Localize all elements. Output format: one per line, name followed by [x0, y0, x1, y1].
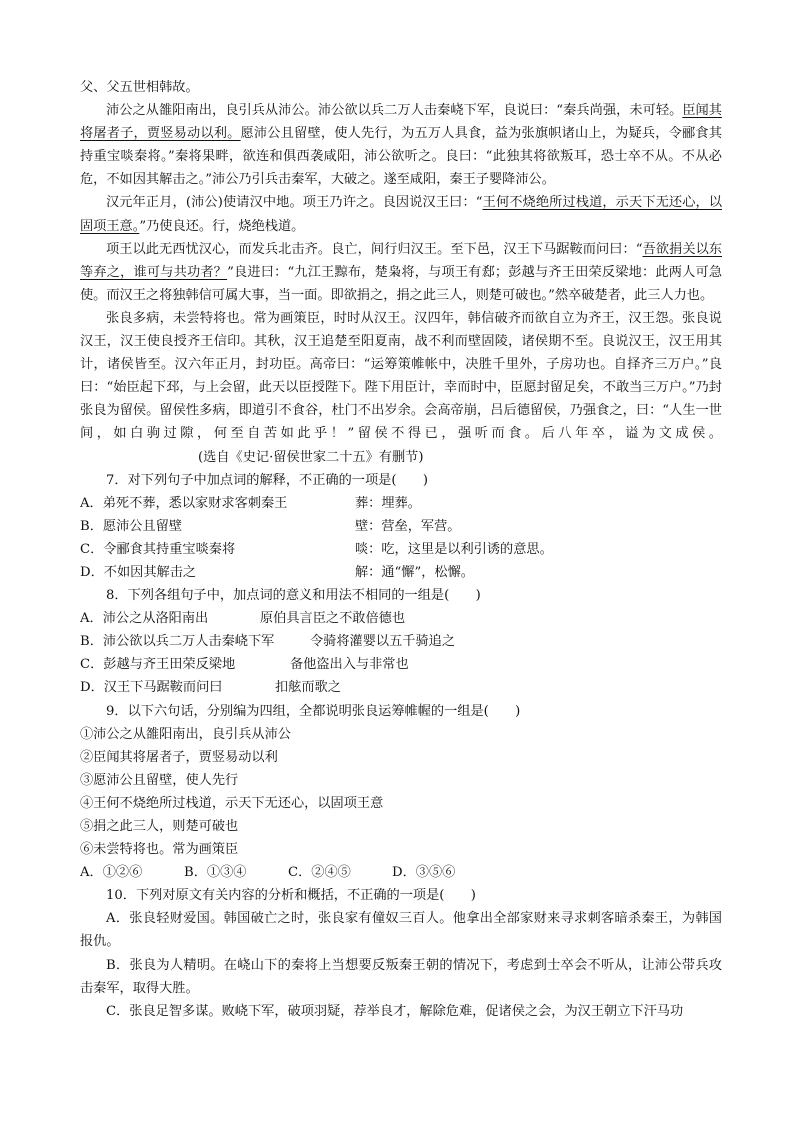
passage-source: (选自《史记·留侯世家二十五》有删节) [198, 449, 424, 465]
question-10-option-b: B．张良为人精明。在峣山下的秦将上当想要反叛秦王朝的情况下，考虑到士卒会不听从，让沛公带兵攻击秦军，取得大胜。 [80, 957, 722, 996]
question-9-item-1: ①沛公之从雒阳南出，良引兵从沛公 [80, 726, 291, 742]
passage-paragraph-3: 项王以此无西忧汉心，而发兵北击齐。良亡，间行归汉王。至下邑，汉王下马踞鞍而问曰：“吾欲捐关以东等弃之，谁可与共功者？”良进曰：“九江王黥布，楚枭将，与项王有郄；彭越与齐王田荣反梁地：此两人可急使。而汉王之将独韩信可属大事，当一面。即欲捐之，捐之此三人，则楚可破也。”然卒破楚者，此三人力也。 [80, 241, 723, 303]
question-8-option-b: B．沛公欲以兵二万人击秦峣下军 令骑将灌婴以五千骑追之 [80, 634, 456, 650]
question-8-option-c: C．彭越与齐王田荣反梁地 备他盗出入与非常也 [80, 657, 409, 673]
underlined-sentence-1: 臣闻其将屠者子，贾竖易动以利。 [80, 103, 722, 142]
question-7-option-b: B．愿沛公且留壁 壁：营垒，军营。 [80, 518, 461, 534]
question-7-option-d: D．不如因其解击之 解：通“懈”，松懈。 [80, 564, 474, 580]
question-7-stem: 7．对下列句子中加点词的解释，不正确的一项是( ) [106, 472, 428, 488]
question-10-option-c: C．张良足智多谋。败峣下军，破项羽疑，荐举良才，解除危难，促诸侯之会，为汉王朝立下汗马功 [106, 1003, 684, 1019]
question-9-item-6: ⑥未尝特将也。常为画策臣 [80, 842, 239, 858]
question-9-choice-c: C．②④⑤ [288, 865, 351, 881]
question-10-option-a: A．张良轻财爱国。韩国破亡之时，张良家有僮奴三百人。他拿出全部家财来寻求刺客暗杀秦王，为韩国报仇。 [80, 911, 722, 950]
question-9-item-5: ⑤捐之此三人，则楚可破也 [80, 819, 239, 834]
passage-paragraph-1: 沛公之从雒阳南出，良引兵从沛公。沛公欲以兵二万人击秦峣下军，良说曰：“秦兵尚强，未可轻。臣闻其将屠者子，贾竖易动以利。愿沛公且留壁，使人先行，为五万人具食，益为张旗帜诸山上，为疑兵，令郦食其持重宝啖秦将。”秦将果畔，欲连和俱西袭咸阳，沛公欲听之。良曰：“此独其将欲叛耳，恐士卒不从。不从必危，不如因其解击之。”沛公乃引兵击秦军，大破之。遂至咸阳，秦王子婴降沛公。 [80, 103, 722, 188]
page-content [80, 76, 722, 1023]
question-9-stem: 9．以下六句话，分别编为四组，全都说明张良运筹帷幄的一组是( ) [106, 703, 521, 719]
question-7-option-a: A．弟死不葬，悉以家财求客刺秦王 葬：埋葬。 [80, 495, 421, 511]
question-9-choice-b: B．①③④ [184, 865, 247, 881]
question-10-stem: 10．下列对原文有关内容的分析和概括，不正确的一项是( ) [106, 888, 476, 904]
question-8-option-d: D．汉王下马踞鞍而问曰 扣舷而歌之 [80, 680, 341, 696]
question-9-item-2: ②臣闻其将屠者子，贾竖易动以利 [80, 749, 278, 765]
question-9-choice-d: D．③⑤⑥ [392, 865, 456, 881]
question-7-option-c: C．令郦食其持重宝啖秦将 啖：吃，这里是以利引诱的意思。 [80, 541, 553, 557]
passage-paragraph-2: 汉元年正月，(沛公)使请汉中地。项王乃许之。良因说汉王曰：“王何不烧绝所过栈道，示天下无还心，以固项王意。”乃使良还。行，烧绝栈道。 [80, 195, 723, 234]
question-9-item-3: ③愿沛公且留壁，使人先行 [80, 772, 239, 788]
underlined-sentence-3: 吾欲捐关以东等弃之，谁可与共功者？ [80, 241, 722, 280]
question-9-item-4: ④王何不烧绝所过栈道，示天下无还心，以固项王意 [80, 795, 384, 811]
question-9-choice-a: A．①②⑥ [80, 865, 143, 881]
passage-line0: 父、父五世相韩故。 [80, 80, 199, 95]
question-8-stem: 8．下列各组句子中，加点词的意义和用法不相同的一组是( ) [106, 588, 481, 604]
passage-paragraph-4: 张良多病，未尝特将也。常为画策臣，时时从汉王。汉四年，韩信破齐而欲自立为齐王，汉王怨。张良说汉王，汉王使良授齐王信印。其秋，汉王追楚至阳夏南，战不利而壁固陵，诸侯期不至。良说汉王，汉王用其计，诸侯皆至。汉六年正月，封功臣。高帝曰：“运筹策帷帐中，决胜千里外，子房功也。自择齐三万户。”良曰：“始臣起下邳，与上会留，此天以臣授陛下。陛下用臣计，幸而时中，臣愿封留足矣，不敢当三万户。”乃封张良为留侯。留侯性多病，即道引不食谷，杜门不出岁余。会高帝崩，吕后德留侯，乃强食之，曰：“人生一世间，如白驹过隙，何至自苦如此乎！”留侯不得已，强听而食。后八年卒，谥为文成侯。(选自《史记·留侯世家二十五》有删节) [80, 310, 722, 465]
question-8-option-a: A．沛公之从洛阳南出 原伯具言臣之不敢倍德也 [80, 611, 406, 627]
underlined-sentence-2: 王何不烧绝所过栈道，示天下无还心，以固项王意。 [80, 195, 723, 234]
question-9-choices [80, 861, 722, 884]
